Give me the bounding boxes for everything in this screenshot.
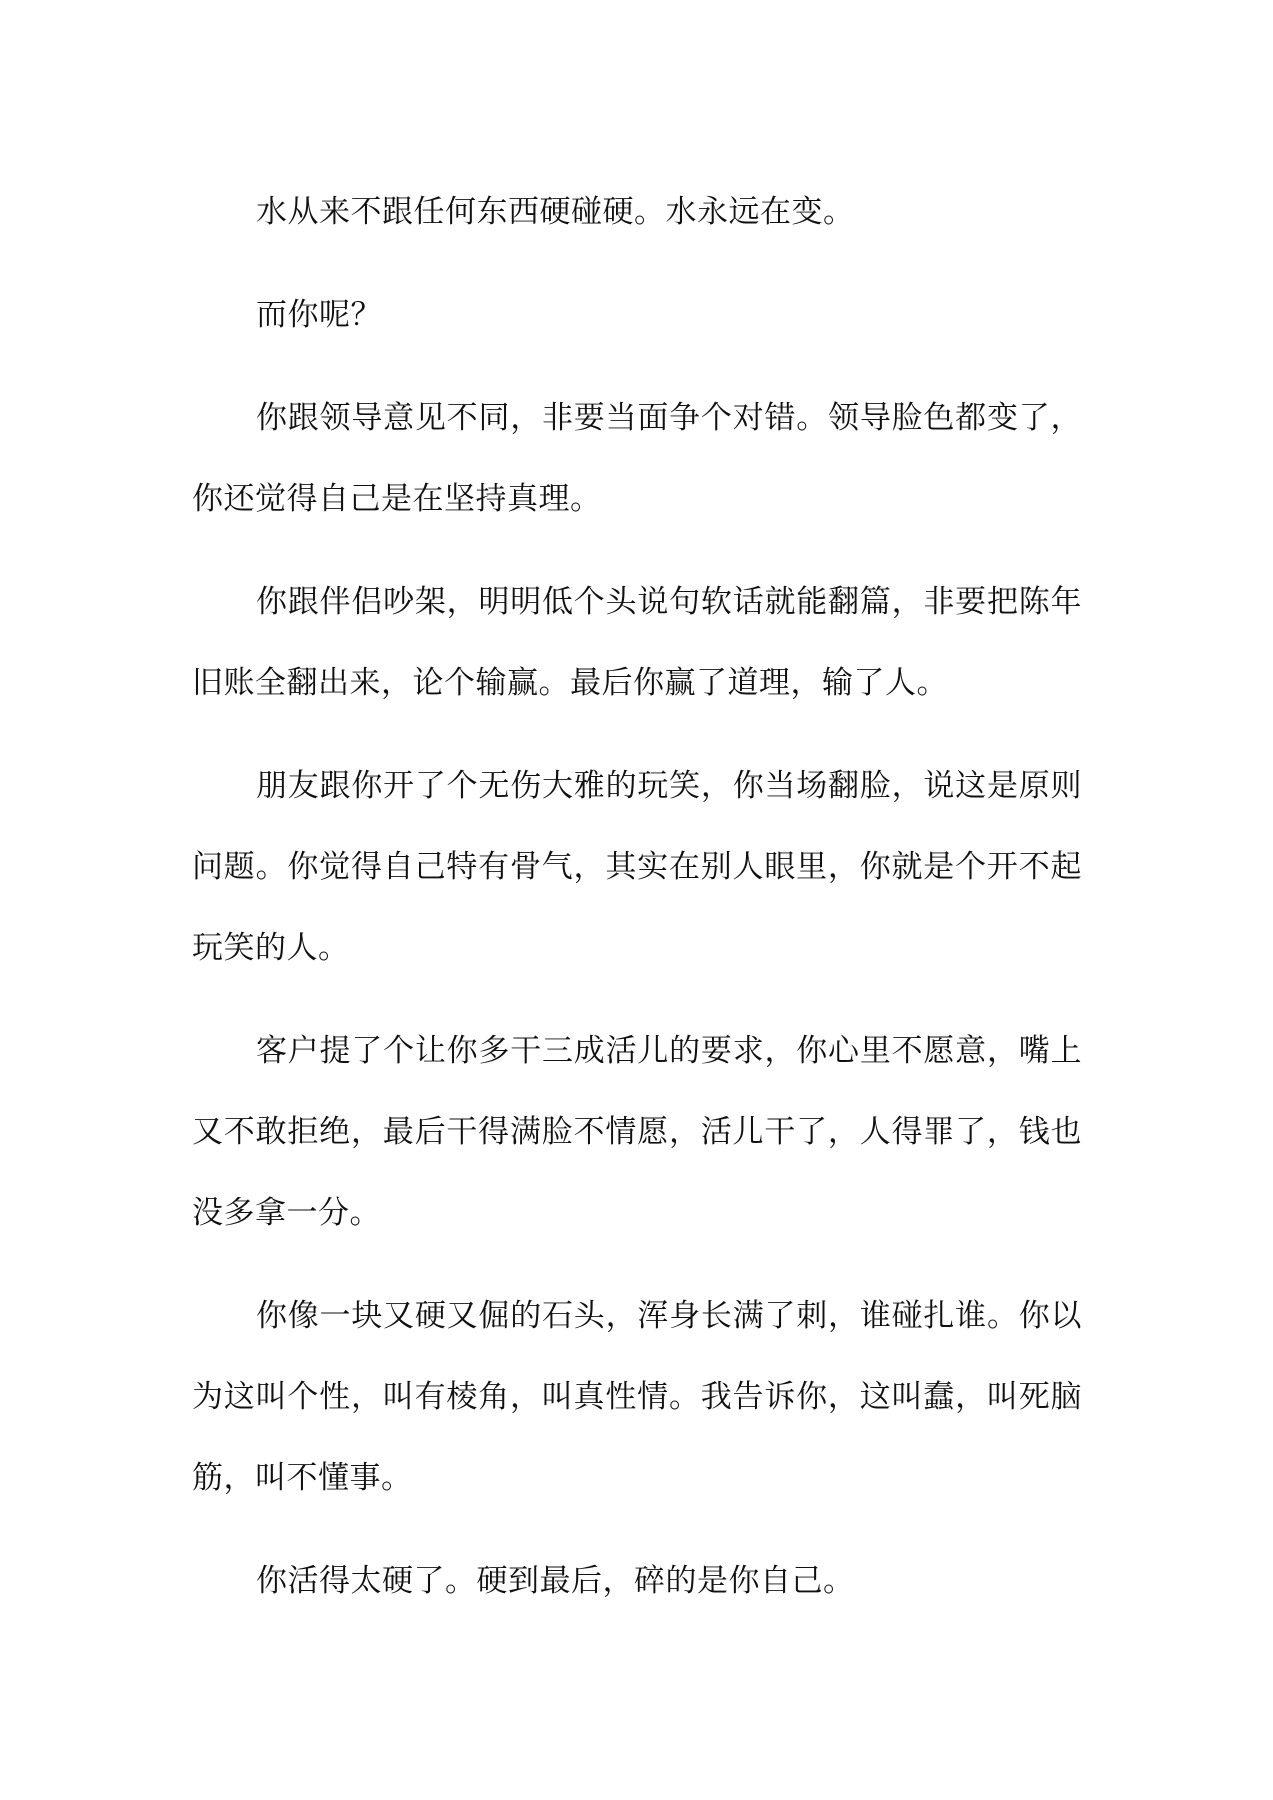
paragraph-water: 水从来不跟任何东西硬碰硬。水永远在变。 xyxy=(256,194,855,230)
paragraph-question: 而你呢？ xyxy=(256,297,382,333)
paragraph-leader: 你跟领导意见不同，非要当面争个对错。领导脸色都变了，你还觉得自己是在坚持真理。 xyxy=(192,400,1082,517)
paragraph-client: 客户提了个让你多干三成活儿的要求，你心里不愿意，嘴上又不敢拒绝，最后干得满脸不情愿，活儿干了，人得罪了，钱也没多拿一分。 xyxy=(192,1033,1082,1231)
document-body xyxy=(192,172,1082,1644)
paragraph-stone: 你像一块又硬又倔的石头，浑身长满了刺，谁碰扎谁。你以为这叫个性，叫有棱角，叫真性情。我告诉你，这叫蠢，叫死脑筋，叫不懂事。 xyxy=(192,1298,1082,1496)
paragraph-friend: 朋友跟你开了个无伤大雅的玩笑，你当场翻脸，说这是原则问题。你觉得自己特有骨气，其实在别人眼里，你就是个开不起玩笑的人。 xyxy=(192,768,1082,966)
paragraph-partner: 你跟伴侣吵架，明明低个头说句软话就能翻篇，非要把陈年旧账全翻出来，论个输赢。最后你赢了道理，输了人。 xyxy=(192,584,1082,701)
paragraph-conclusion: 你活得太硬了。硬到最后，碎的是你自己。 xyxy=(256,1563,855,1599)
